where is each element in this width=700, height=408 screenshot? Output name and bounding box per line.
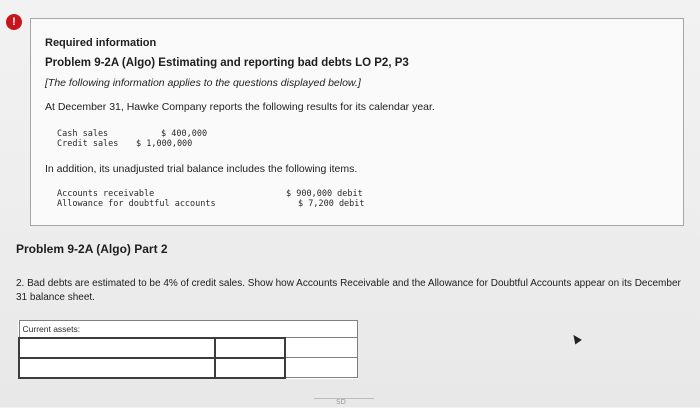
row2-label-cell[interactable] xyxy=(19,358,215,378)
row1-label-cell[interactable] xyxy=(19,338,215,358)
problem-title: Problem 9-2A (Algo) Estimating and reporting bad debts LO P2, P3 xyxy=(45,57,409,69)
tb-amount-ar: $ 900,000 debit xyxy=(286,189,363,199)
row2-total-cell[interactable] xyxy=(285,358,357,378)
row2-label-input[interactable] xyxy=(20,362,214,376)
sales-amount-credit: $ 1,000,000 xyxy=(136,139,193,149)
tb-amount-allowance: $ 7,200 debit xyxy=(298,199,365,209)
sales-label-cash: Cash sales xyxy=(57,129,109,139)
row2-amount-input[interactable] xyxy=(216,362,284,376)
alert-icon: ! xyxy=(6,14,22,30)
intro-text: At December 31, Hawke Company reports the following results for its calendar year. xyxy=(45,101,435,113)
row1-label-input[interactable] xyxy=(20,342,214,356)
sales-amount-cash: $ 400,000 xyxy=(161,129,208,139)
current-assets-label: Current assets: xyxy=(19,321,357,338)
table-row xyxy=(19,358,357,378)
part-title: Problem 9-2A (Algo) Part 2 xyxy=(16,242,168,256)
question-text: 2. Bad debts are estimated to be 4% of credit sales. Show how Accounts Receivable and the Allowance for Doubtful Accounts appear on its December 31 balance sheet. xyxy=(16,278,681,303)
instructions-note: [The following information applies to the questions displayed below.] xyxy=(45,77,361,89)
trial-balance-intro: In addition, its unadjusted trial balance includes the following items. xyxy=(45,163,358,175)
row2-total-input[interactable] xyxy=(286,362,357,376)
row1-amount-input[interactable] xyxy=(216,342,284,356)
row1-amount-cell[interactable] xyxy=(215,338,285,358)
mouse-pointer-icon xyxy=(570,333,582,345)
tb-label-ar: Accounts receivable xyxy=(57,189,155,199)
table-header-row xyxy=(19,321,357,338)
row1-total-cell[interactable] xyxy=(285,338,357,358)
tb-label-allowance: Allowance for doubtful accounts xyxy=(57,199,216,209)
row2-amount-cell[interactable] xyxy=(215,358,285,378)
sales-label-credit: Credit sales xyxy=(57,139,119,149)
row1-total-input[interactable] xyxy=(286,342,357,356)
required-information-panel xyxy=(30,18,684,226)
table-row xyxy=(19,338,357,358)
balance-sheet-answer-table xyxy=(18,320,358,379)
required-info-heading: Required information xyxy=(45,37,157,49)
page-indicator-label: SD xyxy=(336,398,346,406)
